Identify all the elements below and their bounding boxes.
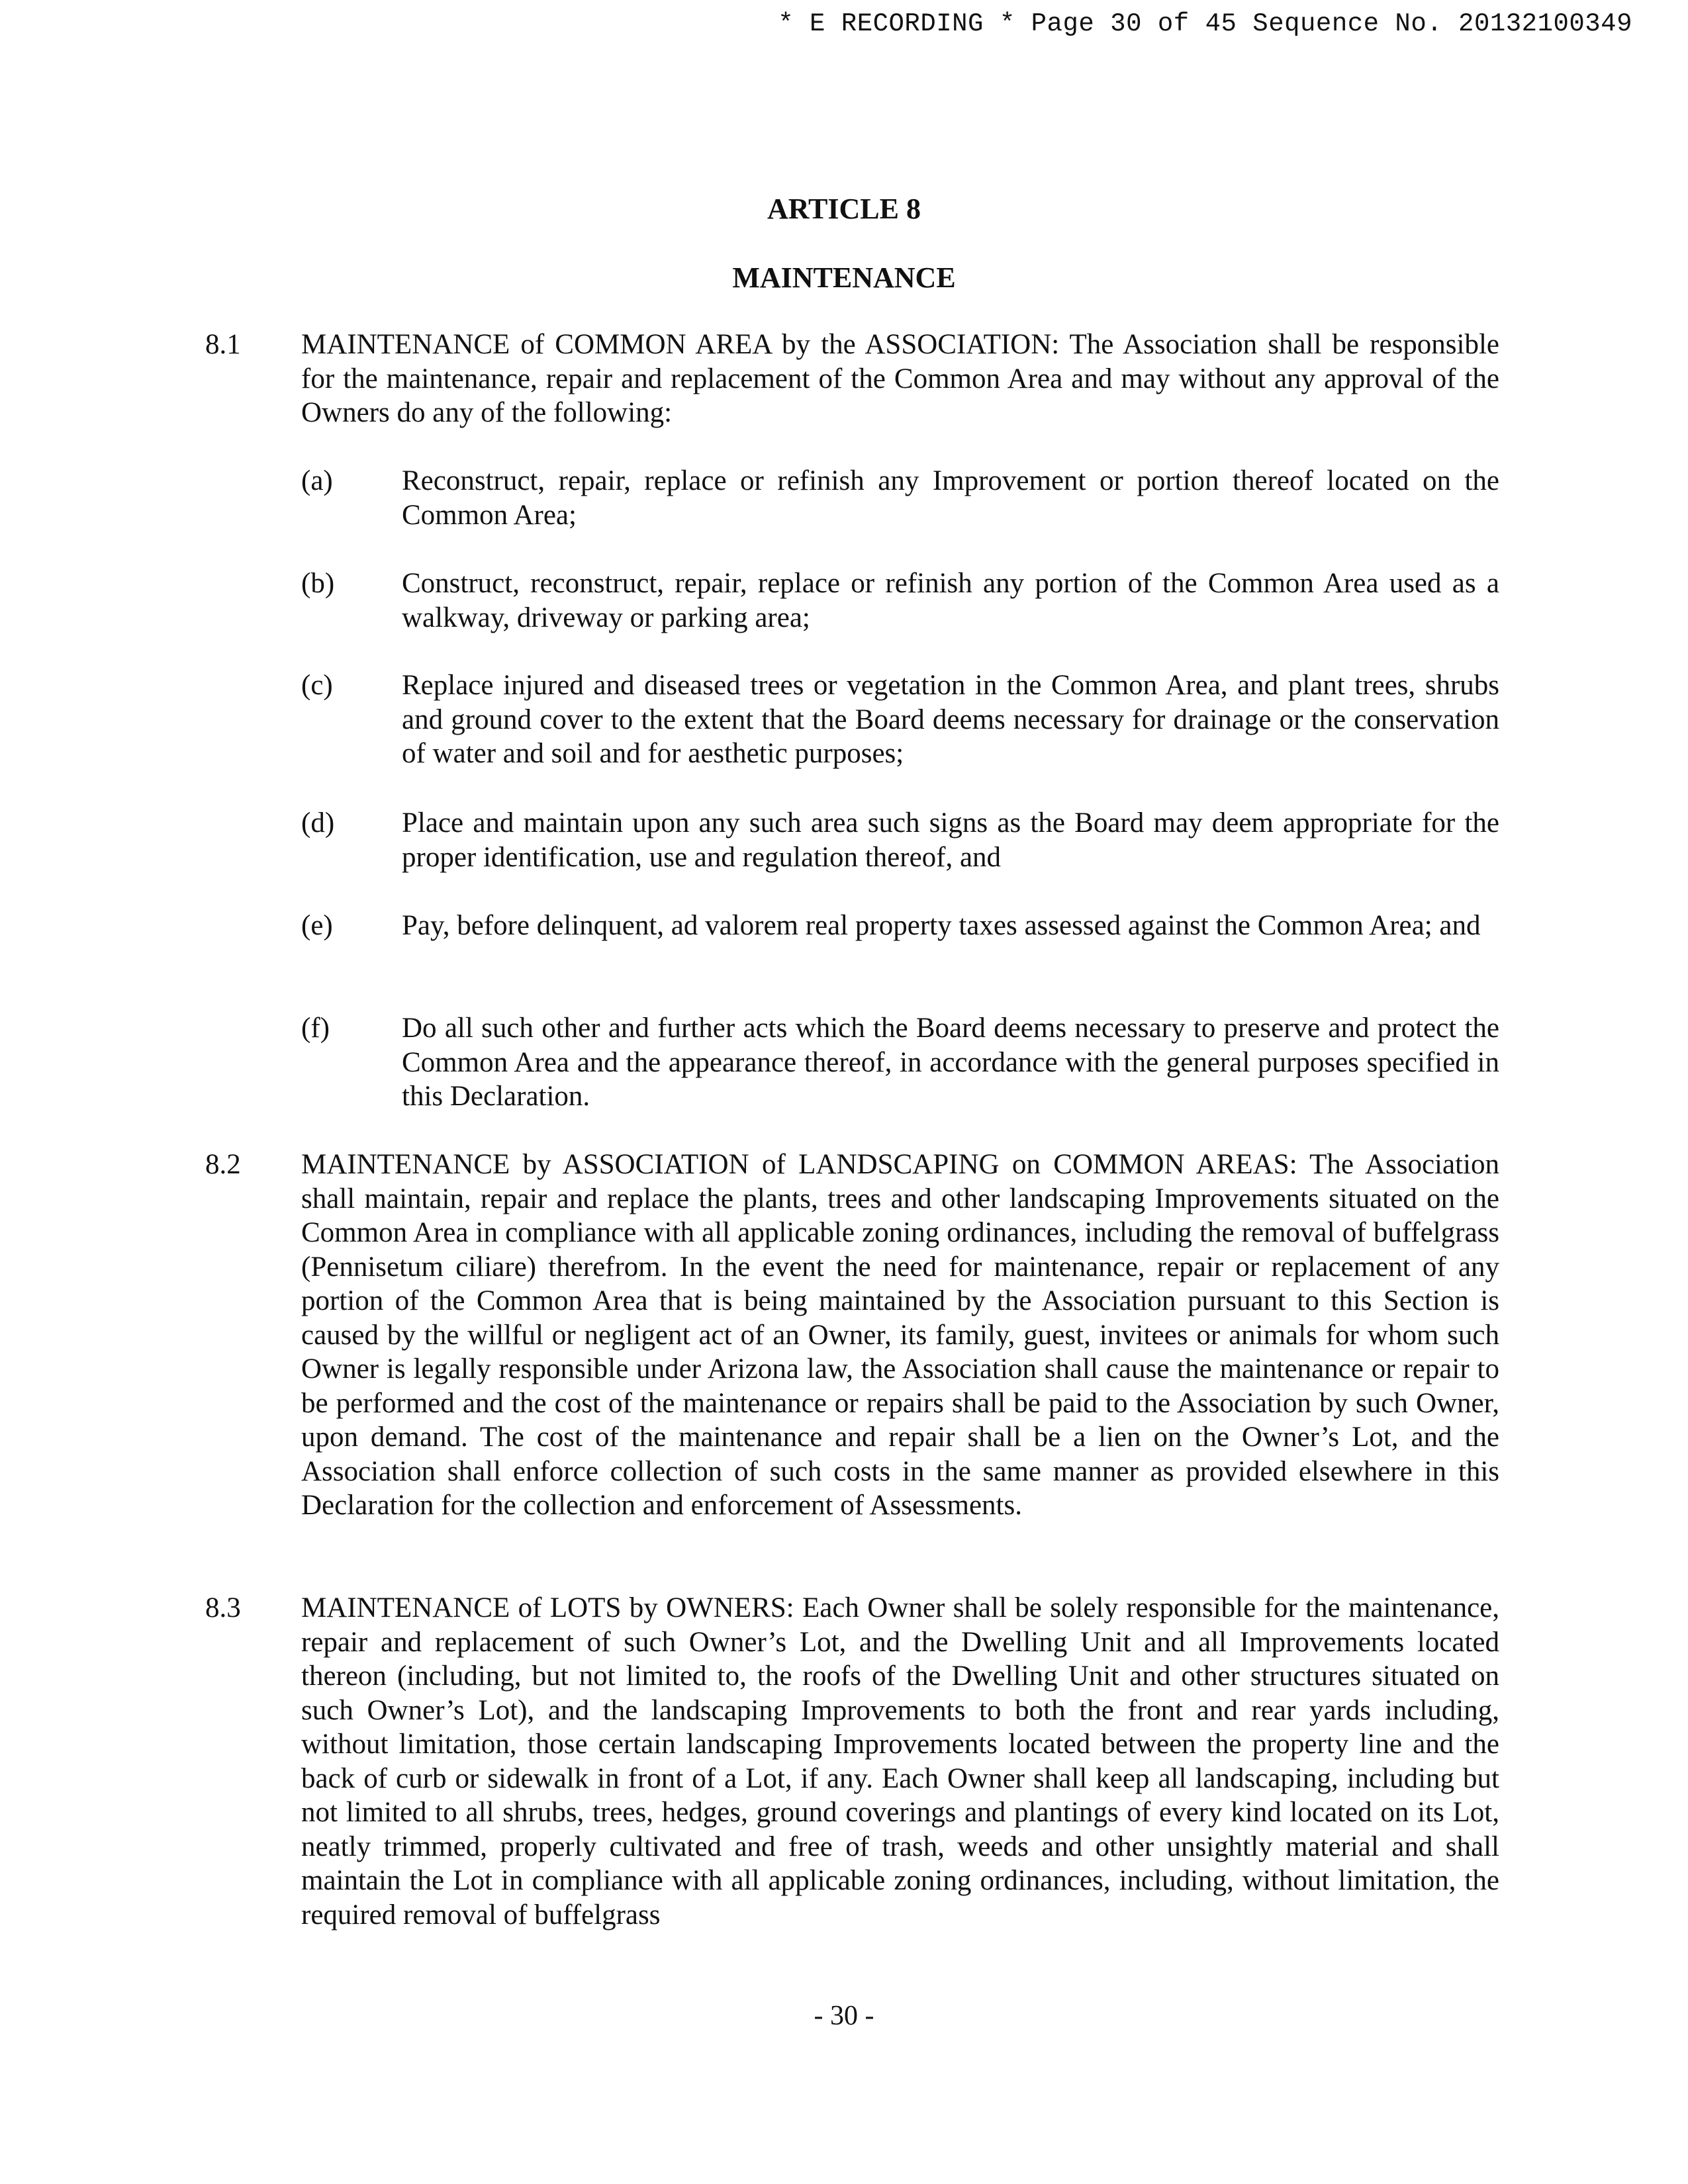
- item-text: Construct, reconstruct, repair, replace or refinish any portion of the Common Area used as a walkway, driveway or parking area;: [402, 568, 1499, 633]
- article-number: ARTICLE 8: [767, 193, 921, 225]
- item-text: Do all such other and further acts which the Board deems necessary to preserve and protect the Common Area and the appearance thereof, in accordance with the general purposes specified in this Declaration.: [402, 1013, 1499, 1112]
- item-label: (d): [301, 807, 335, 839]
- section-number: 8.1: [205, 329, 241, 360]
- item-text: Pay, before delinquent, ad valorem real property taxes assessed against the Common Area; and: [402, 910, 1481, 941]
- section-text: MAINTENANCE of LOTS by OWNERS: Each Owner shall be solely responsible for the maintenance, repair and replacement of such Owner’s Lot, and the Dwelling Unit and all Improvements located thereon (including, but not limited to, the roofs of the Dwelling Unit and other structures situated on such Owner’s Lot), and the landscaping Improvements to both the front and rear yards including, without limitation, those certain landscaping Improvements located between the property line and the back of curb or sidewalk in front of a Lot, if any. Each Owner shall keep all landscaping, including but not limited to all shrubs, trees, hedges, ground coverings and plantings of every kind located on its Lot, neatly trimmed, properly cultivated and free of trash, weeds and other unsightly material and shall maintain the Lot in compliance with all applicable zoning ordinances, including, without limitation, the required removal of buffelgrass: [301, 1592, 1499, 1931]
- item-label: (a): [301, 465, 333, 496]
- recording-header: * E RECORDING * Page 30 of 45 Sequence No. 20132100349: [778, 9, 1632, 38]
- section-number: 8.3: [205, 1592, 241, 1623]
- article-title: MAINTENANCE: [732, 261, 956, 294]
- section-text: MAINTENANCE of COMMON AREA by the ASSOCIATION: The Association shall be responsible for the maintenance, repair and replacement of the Common Area and may without any approval of the Owners do any of the following:: [301, 329, 1499, 428]
- section-text: MAINTENANCE by ASSOCIATION of LANDSCAPING on COMMON AREAS: The Association shall maintain, repair and replace the plants, trees and other landscaping Improvements situated on the Common Area in compliance with all applicable zoning ordinances, including the removal of buffelgrass (Pennisetum ciliare) therefrom. In the event the need for maintenance, repair or replacement of any portion of the Common Area that is being maintained by the Association pursuant to this Section is caused by the willful or negligent act of an Owner, its family, guest, invitees or animals for whom such Owner is legally responsible under Arizona law, the Association shall cause the maintenance or repair to be performed and the cost of the maintenance or repairs shall be paid to the Association by such Owner, upon demand. The cost of the maintenance and repair shall be a lien on the Owner’s Lot, and the Association shall enforce collection of such costs in the same manner as provided elsewhere in this Declaration for the collection and enforcement of Assessments.: [301, 1149, 1499, 1521]
- item-text: Replace injured and diseased trees or vegetation in the Common Area, and plant trees, shrubs and ground cover to the extent that the Board deems necessary for drainage or the conservation of water and soil and for aesthetic purposes;: [402, 670, 1499, 769]
- item-text: Reconstruct, repair, replace or refinish any Improvement or portion thereof located on the Common Area;: [402, 465, 1499, 531]
- item-text: Place and maintain upon any such area such signs as the Board may deem appropriate for the proper identification, use and regulation thereof, and: [402, 807, 1499, 873]
- section-number: 8.2: [205, 1149, 241, 1180]
- item-label: (e): [301, 910, 333, 941]
- item-label: (b): [301, 568, 335, 599]
- page-number: - 30 -: [814, 2001, 874, 2031]
- item-label: (f): [301, 1013, 330, 1044]
- item-label: (c): [301, 670, 333, 701]
